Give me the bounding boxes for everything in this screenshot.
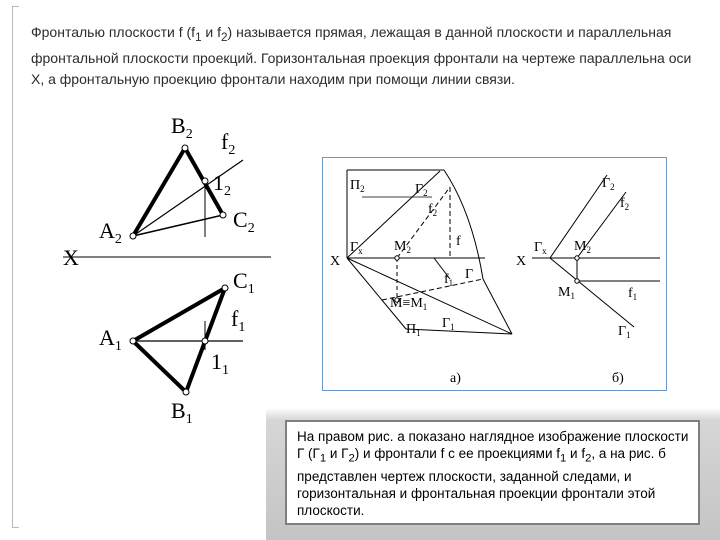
edge-a1-b1: [133, 341, 186, 392]
label-b-m1: $M_1$: [558, 285, 575, 301]
caption-textbox: [285, 420, 700, 525]
label-b-m2: $M_2$: [574, 239, 591, 255]
label-b-gx: $Г_x$: [534, 240, 547, 256]
edge-a2-c2: [133, 215, 223, 236]
caption-text: , а на рис. б представлен чертеж плоскости, заданной следами, и горизонтальная и фронтальная проекции фронтали этой плоскости.: [297, 446, 666, 518]
label-pi2: $П_2$: [350, 178, 365, 194]
caption-text: На правом рис. а показано наглядное изображение плоскости Г (Г: [297, 429, 689, 461]
label-a-f2: $f_2$: [428, 202, 438, 218]
caption-subscript: 2: [585, 452, 592, 465]
caption-subscript: 1: [560, 452, 567, 465]
label-b-f1: $f_1$: [628, 286, 638, 302]
point-a1: [130, 338, 136, 344]
intro-subscript: 2: [221, 30, 228, 44]
intro-text: Фронталью плоскости f (f: [31, 24, 196, 40]
label-11: $1_1$: [211, 349, 229, 378]
point-c2: [220, 212, 226, 218]
caption-text: и Г: [326, 446, 349, 461]
label-a2: $A_2$: [99, 218, 122, 247]
label-b-g1: $Г_1$: [618, 324, 631, 340]
label-a-g1: $Г_1$: [442, 316, 455, 332]
label-c1: $C_1$: [233, 268, 255, 297]
b-point-m1: [575, 279, 579, 283]
label-a-x: X: [330, 254, 341, 269]
point-c1: [222, 285, 228, 291]
intro-paragraph: [31, 22, 703, 90]
a-trace-g1: [347, 258, 512, 334]
triangle-projection-figure: [63, 105, 271, 430]
label-c2: $C_2$: [233, 207, 255, 236]
caption-text: и f: [566, 446, 586, 461]
intro-subscript: 1: [195, 30, 202, 44]
plane-frontal-figure: [322, 157, 667, 391]
label-panel-b: б): [612, 371, 624, 386]
label-b1: $B_1$: [171, 398, 193, 427]
plane-right-edge: [483, 279, 512, 334]
label-b-x: X: [516, 254, 527, 269]
pi1-bottom-edge: [406, 329, 512, 334]
label-a-m2: $M_2$: [394, 239, 411, 255]
edge-a2-b2: [133, 148, 185, 236]
plane-curved-edge: [444, 170, 483, 279]
caption-subscript: 1: [319, 452, 327, 465]
a-point-m2: [395, 256, 399, 260]
point-11: [202, 338, 208, 344]
label-a-f1: $f_1$: [444, 272, 454, 288]
label-b-g2: $Г_2$: [602, 176, 615, 192]
label-f2: $f_2$: [221, 129, 236, 158]
edge-a1-c1: [133, 288, 225, 341]
slide-bracket-decoration: [12, 6, 19, 528]
point-b2: [182, 145, 188, 151]
point-12: [202, 178, 208, 184]
label-f1: $f_1$: [231, 306, 246, 335]
label-b2: $B_2$: [171, 113, 193, 142]
intro-text: ) называется прямая, лежащая в данной плоскости и параллельная фронтальной плоскости проекций. Горизонтальная проекция фронтали на чертеже параллельна оси X, а фронтальную проекцию фронтали находим при помощи линии связи.: [31, 24, 692, 87]
label-a-f: f: [456, 234, 461, 249]
label-12: $1_2$: [213, 170, 231, 199]
label-pi1: $П_1$: [406, 322, 421, 338]
point-a2: [130, 233, 136, 239]
label-a-g2: $Г_2$: [415, 182, 428, 198]
label-a-gx: $Г_x$: [350, 240, 363, 256]
label-a-g: Г: [465, 267, 474, 282]
label-x-axis: X: [63, 245, 79, 270]
point-b1: [183, 389, 189, 395]
label-b-f2: $f_2$: [620, 196, 630, 212]
caption-subscript: 2: [348, 452, 355, 465]
label-a-mm1: $M\equiv M_1$: [390, 296, 428, 312]
caption-text: ) и фронтали f с ее проекциями f: [354, 446, 561, 461]
label-a1: $A_1$: [99, 325, 122, 354]
label-panel-a: а): [450, 371, 461, 386]
intro-text: и f: [201, 24, 222, 40]
b-point-m2: [575, 256, 579, 260]
